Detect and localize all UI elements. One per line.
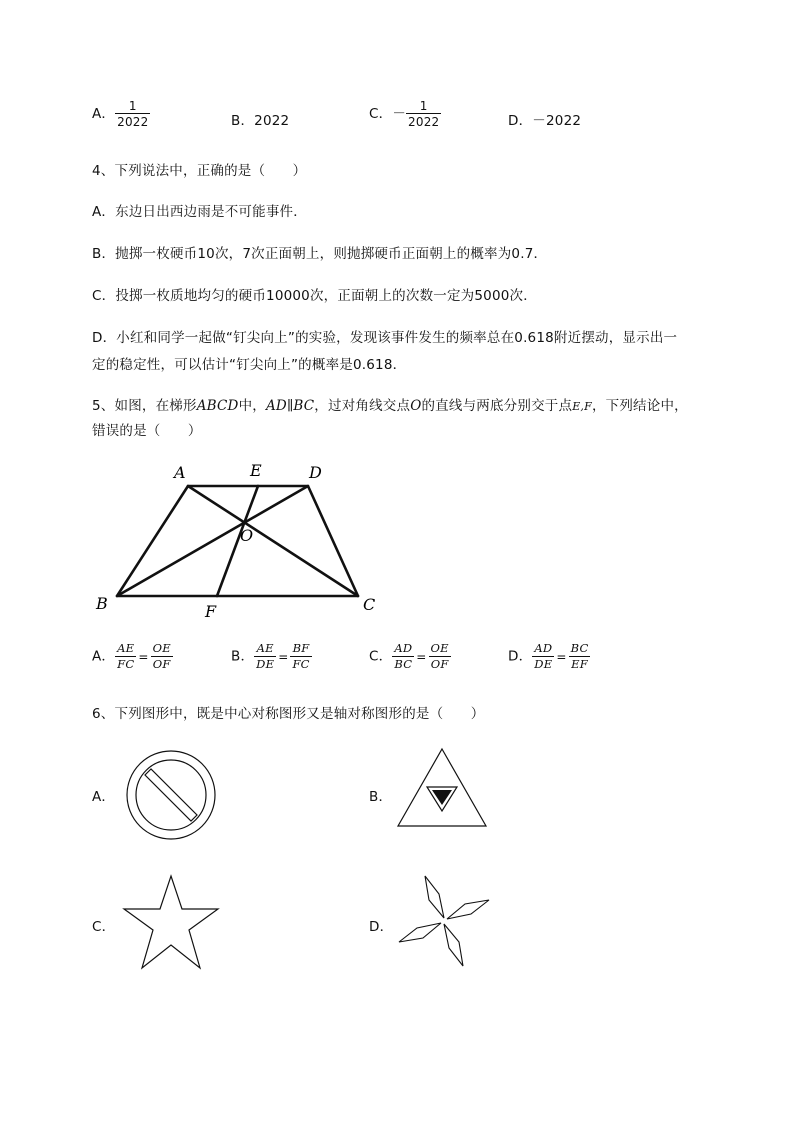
q4-stem: 4、下列说法中，正确的是（ ） [92,163,307,179]
q5-stem-line1: 5、如图，在梯形ABCD中，AD∥BC，过对角线交点O的直线与两底分别交于点E,F，下列结论中， [92,398,688,414]
q5-option-d: D． $\frac{AD}{DE}$ = $\frac{BC}{EF}$ [508,641,589,671]
q5-stem-line2: 错误的是（ ） [92,423,202,439]
q4-option-d-line1: D．小红和同学一起做“钉尖向上”的实验，发现该事件发生的频率总在0.618附近摆动，显示出一 [92,330,678,346]
triangle-figure [396,747,490,829]
pinwheel-figure [393,872,495,972]
q6-option-c-label: C． [92,919,116,935]
q4-option-a: A．东边日出西边雨是不可能事件． [92,204,307,220]
q5-option-c: C． $\frac{AD}{BC}$ = $\frac{OE}{OF}$ [369,641,449,671]
label-d: D [309,463,322,482]
q5-option-a: A． $\frac{AE}{FC}$ = $\frac{OE}{OF}$ [92,641,171,671]
q6-option-a-label: A． [92,789,116,805]
no-entry-sign-figure [125,749,217,841]
label-b: B [96,594,108,613]
q5-option-b: B． $\frac{AE}{DE}$ = $\frac{BF}{FC}$ [231,641,310,671]
star-figure [120,874,222,972]
trapezoid-figure [90,455,390,625]
fraction: $\frac{1}{2022}$ [408,99,440,129]
q3-option-b: B．2022 [231,113,290,129]
label-a: A [174,463,186,482]
label-f: F [205,602,217,621]
q3-option-c: C．－ $\frac{1}{2022}$ [369,99,440,129]
label-e: E [250,461,262,480]
q4-option-c: C．投掷一枚质地均匀的硬币10000次，正面朝上的次数一定为5000次． [92,288,537,304]
label-c: C [363,595,376,614]
label-o: O [240,526,254,545]
q6-stem: 6、下列图形中，既是中心对称图形又是轴对称图形的是（ ） [92,706,485,722]
q4-option-d-line2: 定的稳定性，可以估计“钉尖向上”的概率是0.618． [92,357,407,373]
q6-option-b-label: B． [369,789,393,805]
q3-option-a: A． $\frac{1}{2022}$ [92,99,149,129]
q3-option-d: D．－2022 [508,113,582,129]
q4-option-b: B．抛掷一枚硬币10次，7次正面朝上，则抛掷硬币正面朝上的概率为0.7． [92,246,548,262]
q6-option-d-label: D． [369,919,394,935]
fraction: $\frac{1}{2022}$ [117,99,149,129]
